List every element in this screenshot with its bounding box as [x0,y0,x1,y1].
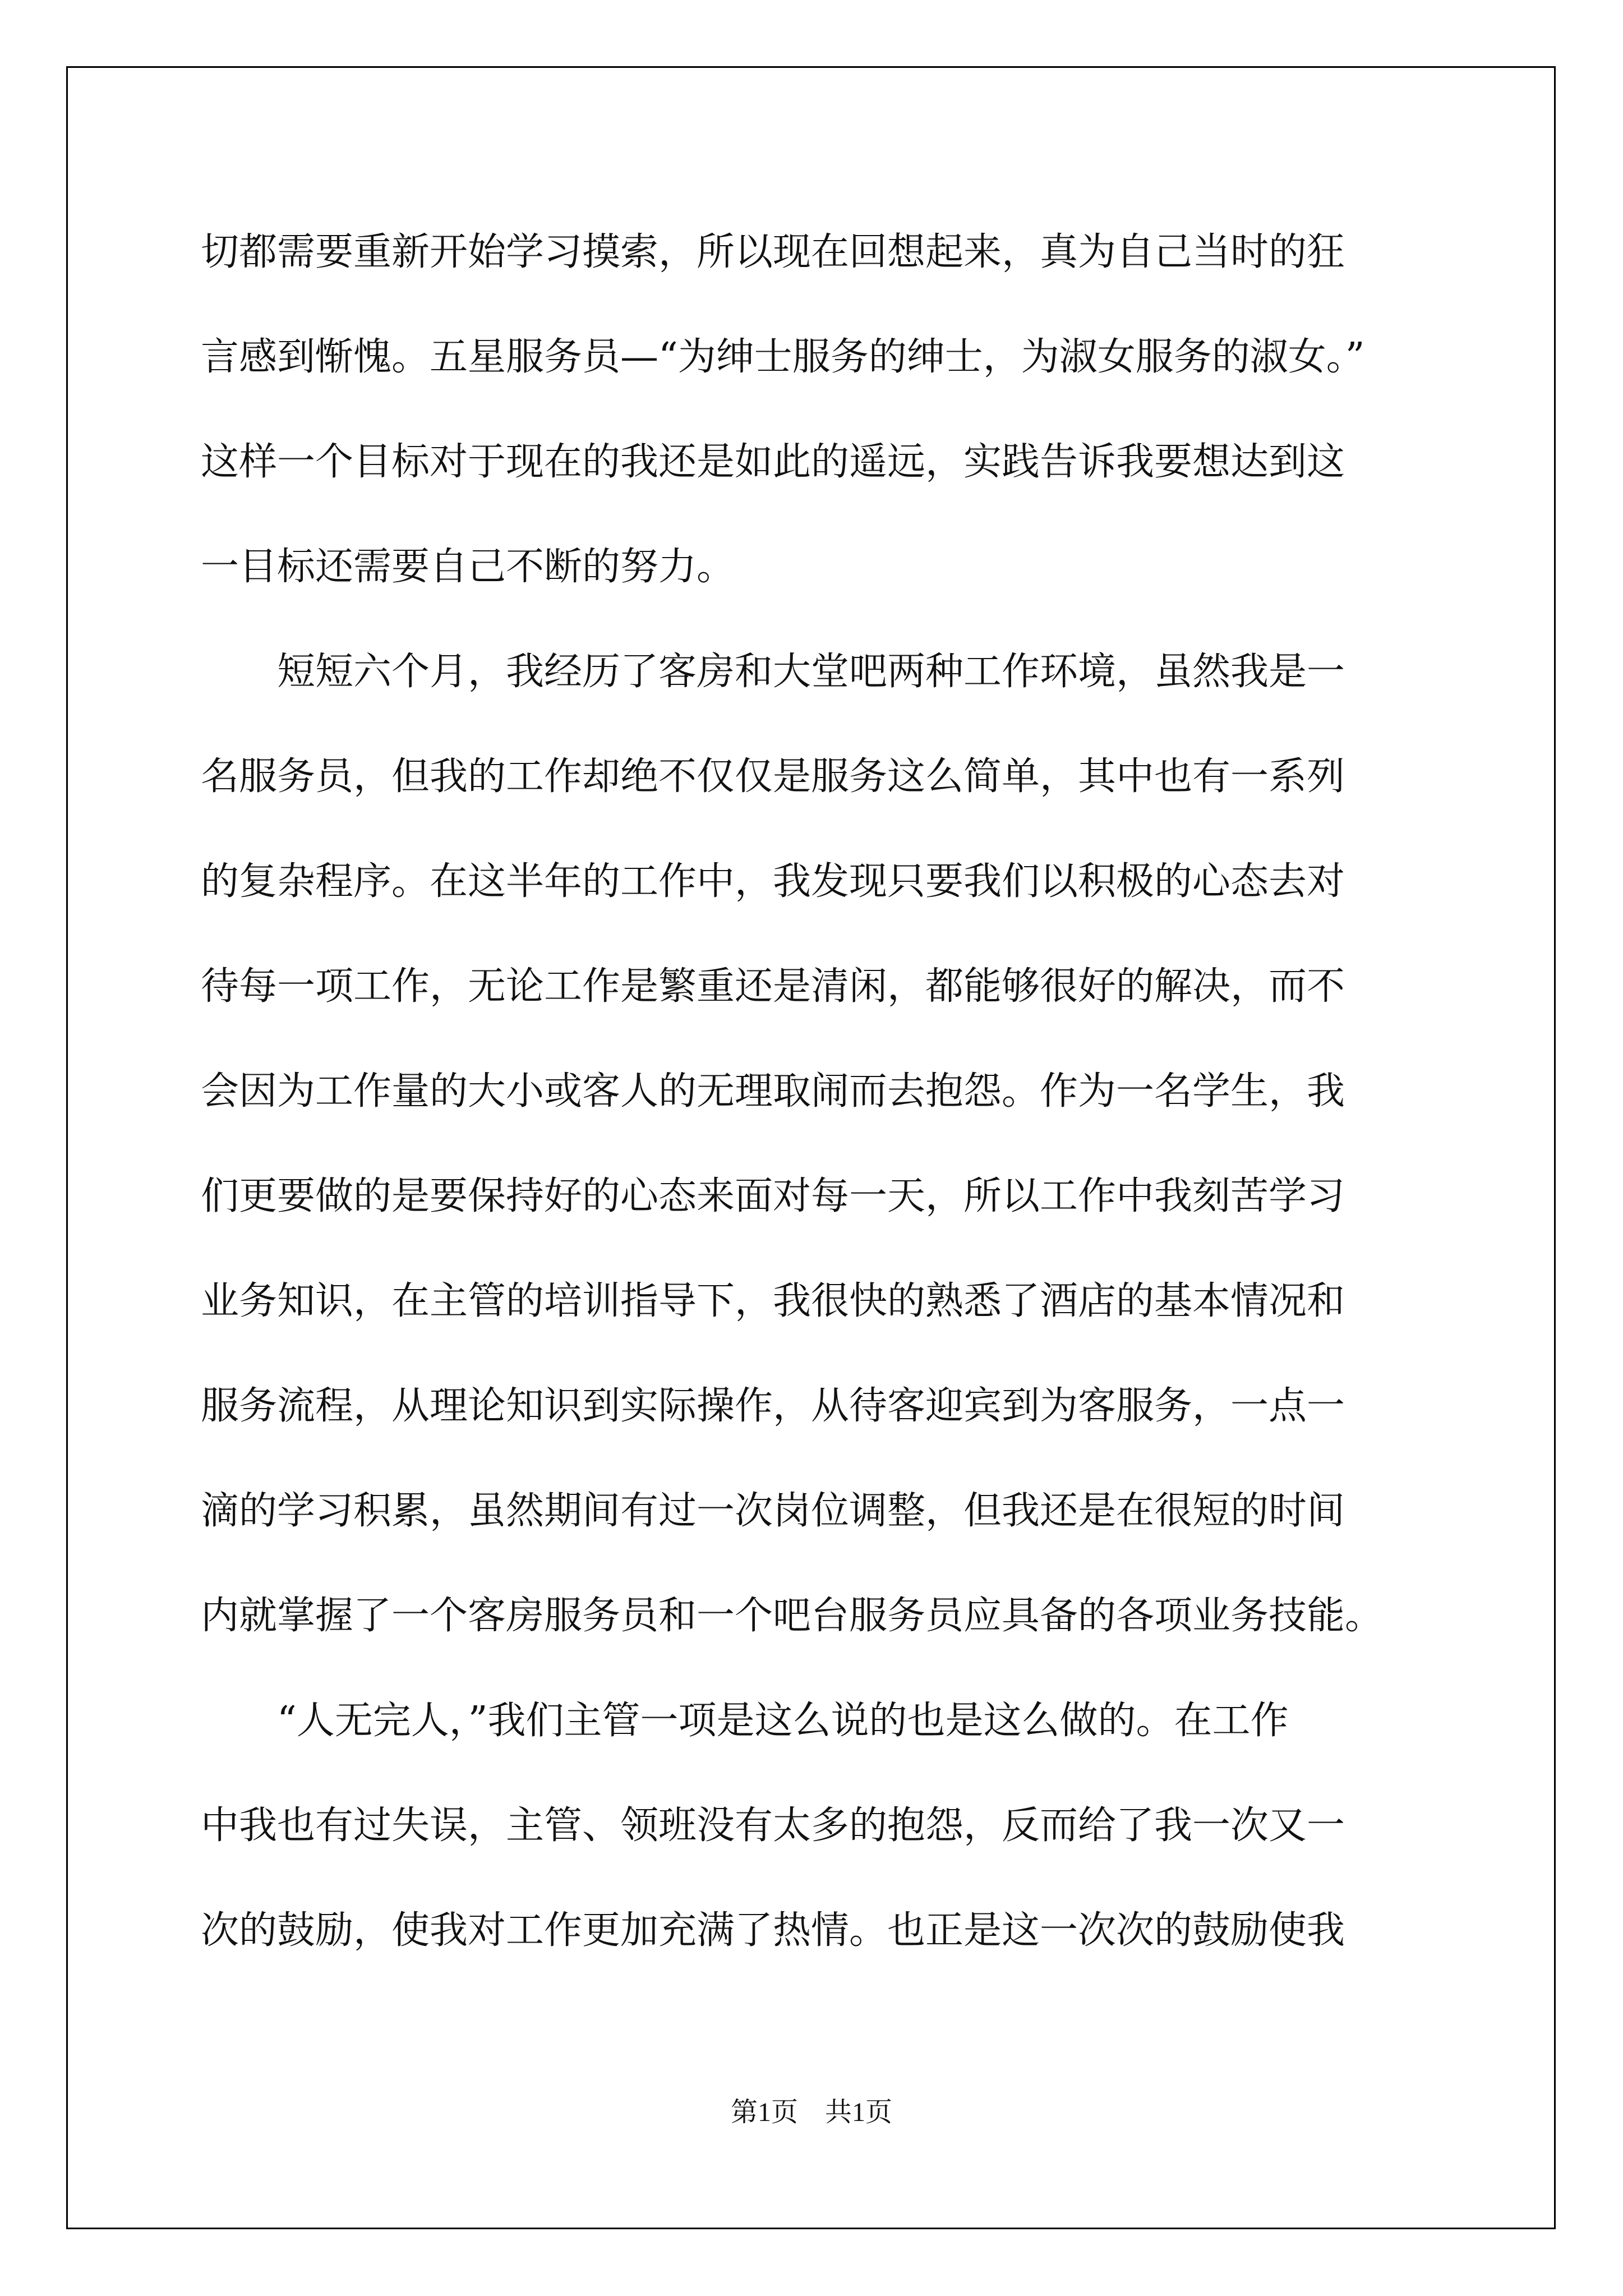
text-line: 名服务员，但我的工作却绝不仅仅是服务这么简单，其中也有一系列 [201,754,1345,799]
text-line: 会因为工作量的大小或客人的无理取闹而去抱怨。作为一名学生，我 [201,1069,1345,1114]
text-line: 滴的学习积累，虽然期间有过一次岗位调整，但我还是在很短的时间 [201,1489,1345,1533]
text-line: 中我也有过失误，主管、领班没有太多的抱怨，反而给了我一次又一 [201,1803,1345,1848]
document-body [201,218,1429,2001]
text-line: 一目标还需要自己不断的努力。 [201,545,735,589]
text-line: 们更要做的是要保持好的心态来面对每一天，所以工作中我刻苦学习 [201,1174,1345,1218]
text-line: 内就掌握了一个客房服务员和一个吧台服务员应具备的各项业务技能。 [201,1594,1384,1638]
text-line: “人无完人，”我们主管一项是这么说的也是这么做的。在工作 [201,1699,1289,1743]
text-line: 业务知识，在主管的培训指导下，我很快的熟悉了酒店的基本情况和 [201,1279,1345,1323]
text-line: 的复杂程序。在这半年的工作中，我发现只要我们以积极的心态去对 [201,859,1345,904]
text-line: 次的鼓励，使我对工作更加充满了热情。也正是这一次次的鼓励使我 [201,1908,1345,1953]
text-line: 短短六个月，我经历了客房和大堂吧两种工作环境，虽然我是一 [201,650,1345,694]
page-footer: 第1页 共1页 [730,2097,892,2127]
text-line: 服务流程，从理论知识到实际操作，从待客迎宾到为客服务，一点一 [201,1384,1345,1428]
text-line: 切都需要重新开始学习摸索，所以现在回想起来，真为自己当时的狂 [201,230,1345,274]
text-line: 这样一个目标对于现在的我还是如此的遥远，实践告诉我要想达到这 [201,440,1345,484]
text-line: 言感到惭愧。五星服务员—“为绅士服务的绅士，为淑女服务的淑女。” [201,335,1365,379]
text-line: 待每一项工作，无论工作是繁重还是清闲，都能够很好的解决，而不 [201,964,1345,1009]
